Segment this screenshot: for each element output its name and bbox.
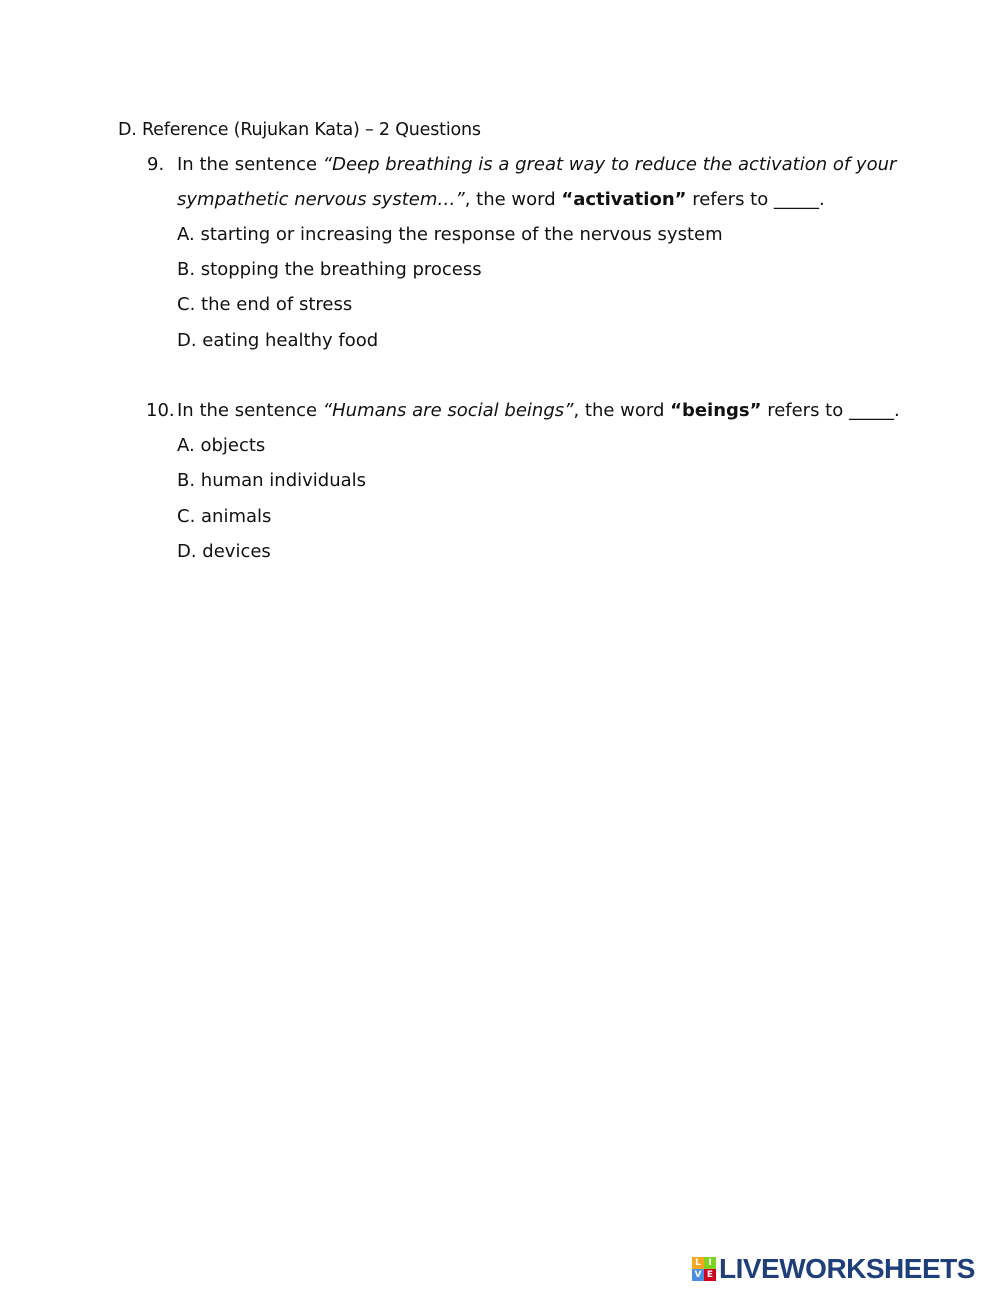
question-9-option-c: C. the end of stress: [177, 294, 353, 315]
question-10-lead: In the sentence: [177, 400, 323, 421]
logo-mark-letter-i: I: [704, 1257, 716, 1269]
question-10-option-a: A. objects: [177, 435, 266, 456]
question-9-tail: refers to _____.: [686, 189, 825, 210]
question-10-quote: “Humans are social beings”: [322, 400, 574, 421]
question-9-line-1: [177, 152, 896, 178]
question-10-keyword: “beings”: [670, 400, 762, 421]
question-10-tail: refers to _____.: [761, 400, 900, 421]
question-10-option-b: B. human individuals: [177, 470, 367, 491]
question-9-quote-part-2: sympathetic nervous system…”: [177, 189, 465, 210]
question-9-lead: In the sentence: [177, 154, 323, 175]
question-10-mid: , the word: [573, 400, 671, 421]
question-9-line-2: [177, 187, 825, 213]
question-9-keyword: “activation”: [561, 189, 687, 210]
logo-mark-letter-e: E: [704, 1269, 716, 1281]
section-heading: D. Reference (Rujukan Kata) – 2 Questions: [118, 120, 481, 140]
question-9-option-b: B. stopping the breathing process: [177, 259, 482, 280]
question-9-option-d: D. eating healthy food: [177, 330, 379, 351]
question-10-line-1: [177, 398, 900, 424]
logo-mark-letter-l: L: [692, 1257, 704, 1269]
logo-mark-letter-v: V: [692, 1269, 704, 1281]
question-10-option-c: C. animals: [177, 506, 272, 527]
question-10-number: 10.: [146, 400, 175, 421]
question-10-option-d: D. devices: [177, 541, 271, 562]
question-9-mid: , the word: [464, 189, 562, 210]
liveworksheets-logo: [692, 1252, 975, 1286]
liveworksheets-logo-icon: [692, 1257, 716, 1281]
question-9-option-a: A. starting or increasing the response of the nervous system: [177, 224, 723, 245]
liveworksheets-logo-text: LIVEWORKSHEETS: [719, 1253, 975, 1284]
question-9-quote-part-1: “Deep breathing is a great way to reduce the activation of your: [322, 154, 897, 175]
question-9-number: 9.: [147, 154, 165, 175]
